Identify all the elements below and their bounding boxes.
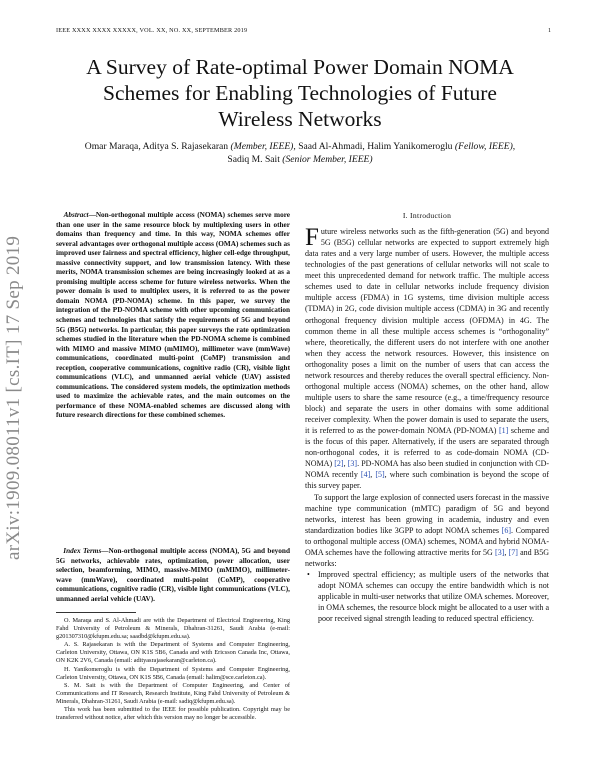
index-terms-label: Index Terms (63, 547, 102, 555)
title-line: Schemes for Enabling Technologies of Future (103, 81, 497, 105)
citation-link[interactable]: [2] (334, 459, 344, 469)
citation-link[interactable]: [6] (501, 525, 511, 535)
introduction-body (305, 226, 549, 624)
footnote: This work has been submitted to the IEEE for possible publication. Copyright may be transferred without notice, after which this version may no longer be accessible. (56, 706, 290, 722)
membership-note: (Fellow, IEEE) (454, 141, 513, 152)
citation-link[interactable]: [4] (360, 470, 371, 480)
running-header: IEEE XXXX XXXX XXXXX, VOL. XX, NO. XX, SEPTEMBER 2019 (56, 27, 248, 34)
paper-title (40, 54, 560, 132)
paragraph-text: , (370, 470, 376, 480)
footnotes (56, 617, 290, 722)
index-terms-text: —Non-orthogonal multiple access (NOMA), 5G and beyond 5G networks, achievable rates, optimization, power allocation, user selection, beamforming, MIMO, massive-MIMO (mMIMO), millimeter-wave (mmWave), coordinated multi-point (CoMP), cooperative communications, cognitive radio (CR), visible light communications (VLC), unmanned aerial vehicle (UAV). (56, 547, 290, 603)
membership-note: (Member, IEEE) (230, 141, 294, 152)
list-item-text: Improved spectral efficiency; as multiple users of the networks that adopt NOMA schemes can occupy the entire bandwidth which is not applicable in multi-user networks that utilize OMA schemes. Moreover, in OMA schemes, the resource block might be allocated to a user with a poor received signal strength leading to reduced spectral efficiency. (318, 569, 549, 624)
paragraph-text: . Compared to orthogonal multiple access (OMA) schemes, NOMA and hybrid NOMA-OMA schemes have the following attractive merits for 5G (305, 525, 550, 557)
paragraph-text: scheme and is the focus of this paper. Alternatively, if the users are separated through non-orthogonal codes, it is referred to as code-domain NOMA (CD-NOMA) (305, 426, 549, 469)
bullet-list (305, 569, 549, 624)
paragraph-text: and B5G networks: (305, 547, 550, 568)
title-line: Wireless Networks (218, 107, 382, 131)
footnote: O. Maraqa and S. Al-Ahmadi are with the Department of Electrical Engineering, King Fahd University of Petroleum & Minerals, Dhahran-31261, Saudi Arabia (e-mail: g201307310@kfupm.edu.sa; saadbd@kfupm.edu.sa). (56, 617, 290, 641)
author-names: Sadiq M. Sait (227, 153, 280, 165)
footnote: A. S. Rajasekaran is with the Department of Systems and Computer Engineering, Carleton University, Ottawa, ON K1S 5B6, Canada and with Ericsson Canada Inc, Ottawa, ON K2K 2V6, Canada (email: adityasrajasekaran@carleton.ca). (56, 641, 290, 665)
citation-link[interactable]: [7] (508, 547, 518, 557)
arxiv-stamp: arXiv:1909.08011v1 [cs.IT] 17 Sep 2019 (3, 235, 24, 560)
citation-link[interactable]: [5] (375, 470, 385, 480)
drop-cap: F (305, 224, 319, 251)
paragraph-text: , where such combination is beyond the scope of this survey paper. (305, 470, 549, 491)
citation-link[interactable]: [3] (495, 547, 505, 557)
abstract-label: Abstract (63, 211, 89, 219)
author-names: , Saad Al-Ahmadi, Halim Yanikomeroglu (293, 141, 453, 152)
footnote: S. M. Sait is with the Department of Computer Engineering, and Center of Communications and IT Research, Research Institute, King Fahd University of Petroleum & Minerals, Dhahran-31261, Saudi Arabia (e-mail: sadiq@kfupm.edu.sa). (56, 681, 290, 705)
footnote: H. Yanikomeroglu is with the Department of Systems and Computer Engineering, Carleton University, Ottawa, ON K1S 5B6, Canada (email: halim@sce.carleton.ca). (56, 665, 290, 681)
paragraph-text: , (504, 547, 509, 557)
index-terms (56, 547, 290, 604)
paragraph-text: To support the large explosion of connected users forecast in the massive machine type communication (mMTC) paradigm of 5G and beyond networks, interest has been growing in academia, industry and even standardization bodies like 3GPP to adopt NOMA schemes (305, 492, 549, 535)
footnote-divider (56, 612, 136, 613)
list-item (305, 569, 549, 624)
author-names: Omar Maraqa, Aditya S. Rajasekaran (84, 141, 229, 152)
bullet-icon: • (307, 569, 310, 579)
citation-link[interactable]: [1] (499, 426, 509, 436)
abstract (56, 211, 290, 421)
author-list: Omar Maraqa, Aditya S. Rajasekaran (Member, IEEE), Saad Al-Ahmadi, Halim Yanikomeroglu (Fellow, IEEE), Sadiq M. Sait (Senior Member, IEEE) (84, 141, 516, 165)
citation-link[interactable]: [3] (347, 459, 358, 469)
abstract-text: —Non-orthogonal multiple access (NOMA) schemes serve more than one user in the same resource block by multiplexing users in other domains than frequency and time. In this way, NOMA schemes offer several advantages over orthogonal multiple access (OMA) schemes such as improved user fairness and spectral efficiency, higher cell-edge throughput, massive connectivity support, and low transmission latency. With these merits, NOMA transmission schemes are being increasingly looked at as a promising multiple access scheme for future wireless networks. When the power domain is used to multiplex users, it is referred to as the power domain NOMA (PD-NOMA) scheme. In this paper, we survey the integration of the PD-NOMA scheme with other upcoming communication schemes and technologies that satisfy the requirements of 5G and beyond 5G (B5G) networks. In particular, this paper surveys the rate optimization schemes studied in the literature when the PD-NOMA scheme is combined with MIMO and massive MIMO (mMIMO), millimeter wave (mmWave) communications, coordinated multi-point (CoMP) transmission and reception, cooperative communications, cognitive radio (CR), visible light communications (VLC), and unmanned aerial vehicle (UAV) assisted communications. The considered system models, the optimization methods used to maximize the achievable rates, and the main outcomes on the performance of these NOMA-enabled schemes are discussed along with future research directions for these combined schemes. (56, 211, 291, 420)
paragraph-text: uture wireless networks such as the fifth-generation (5G) and beyond 5G (B5G) cellular networks are expected to support extremely high data rates and a very large number of users. However, the multiple access technologies of the past generations of cellular networks will not scale to meet this unprecedented demand for network traffic. The multiple access schemes used to date in cellular networks include frequency division multiple access (FDMA) in 1G systems, time division multiple access (TDMA) in 2G, code division multiple access (CDMA) in 3G and recently orthogonal frequency division multiple access (OFDMA) in 4G. The common theme in all these multiple access schemes is “orthogonality” where, theoretically, the different users do not interfere with one another when they access the network resources. However, this insistence on orthogonality poses a limit on the number of users that can access the network resources and thereby reduces the overall spectral efficiency. Non-orthogonal multiple access (NOMA) schemes, on the other hand, allow multiple users to share the same resource (e.g., a time/frequency resource block) and separate the users in other domains with some additional receiver complexity. When the power domain is used to separate the users, it is referred to as the power-domain NOMA (PD-NOMA) (305, 227, 549, 436)
paragraph-text: , (343, 459, 348, 469)
membership-note: (Senior Member, IEEE) (282, 153, 373, 165)
paragraph (305, 492, 549, 569)
paragraph (305, 226, 549, 492)
paragraph-text: . PD-NOMA has also been studied in conjunction with CD-NOMA recently (305, 459, 550, 480)
page-number: 1 (548, 27, 552, 34)
section-heading: I. Introduction (402, 211, 452, 220)
title-line: A Survey of Rate-optimal Power Domain NOMA (86, 55, 514, 79)
